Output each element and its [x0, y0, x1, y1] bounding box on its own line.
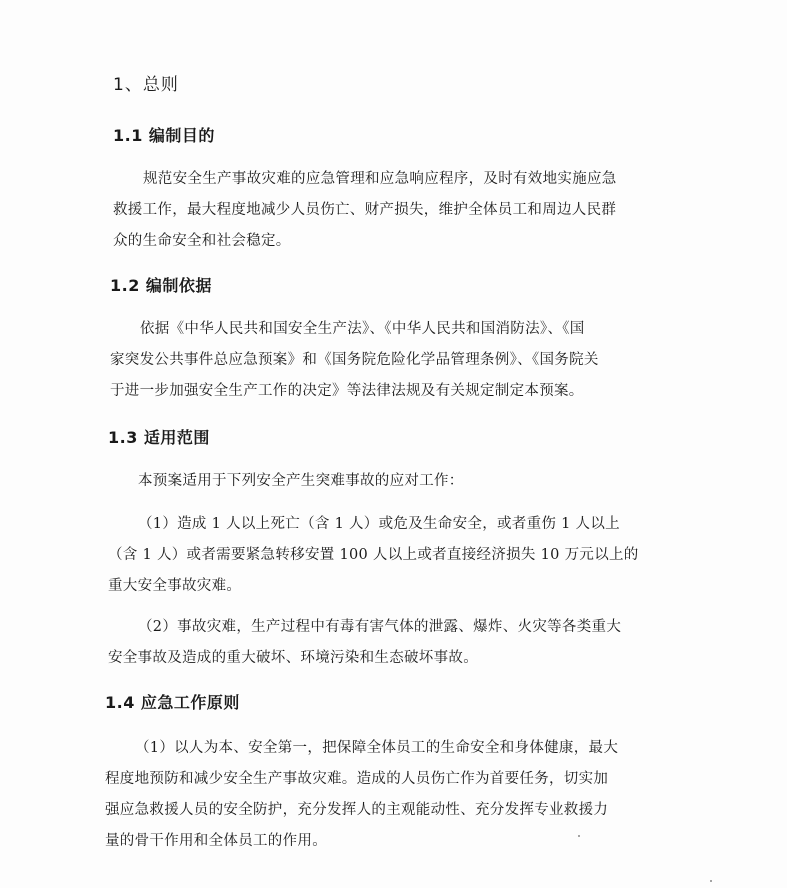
- paragraph-line: （1）造成 1 人以上死亡（含 1 人）或危及生命安全，或者重伤 1 人以上: [138, 516, 620, 532]
- paragraph-scope-item-2: [108, 612, 638, 674]
- heading-purpose: 1.1 编制目的: [113, 126, 215, 145]
- paragraph-scope-intro: [108, 466, 638, 497]
- paragraph-line: （1）以人为本、安全第一，把保障全体员工的生命安全和身体健康，最大: [135, 740, 619, 756]
- paragraph-line: 规范安全生产事故灾难的应急管理和应急响应程序，及时有效地实施应急: [143, 171, 617, 187]
- paragraph-line: 强应急救援人员的安全防护，充分发挥人的主观能动性、充分发挥专业救援力: [105, 802, 609, 818]
- paragraph-line: 程度地预防和减少安全生产事故灾难。造成的人员伤亡作为首要任务，切实加: [105, 771, 609, 787]
- paragraph-line: 重大安全事故灾难。: [108, 578, 242, 594]
- paragraph-line: 安全事故及造成的重大破坏、环境污染和生态破坏事故。: [108, 650, 478, 666]
- section-title-general: 1、总则: [113, 75, 179, 95]
- scan-speck: [710, 880, 712, 882]
- heading-principles: 1.4 应急工作原则: [105, 693, 240, 712]
- paragraph-line: （2）事故灾难，生产过程中有毒有害气体的泄露、爆炸、火灾等各类重大: [138, 619, 622, 635]
- heading-basis: 1.2 编制依据: [110, 276, 212, 295]
- paragraph-line: 救援工作，最大程度地减少人员伤亡、财产损失，维护全体员工和周边人民群: [113, 202, 617, 218]
- paragraph-line: 众的生命安全和社会稳定。: [113, 233, 291, 249]
- heading-scope: 1.3 适用范围: [108, 428, 210, 447]
- paragraph-line: （含 1 人）或者需要紧急转移安置 100 人以上或者直接经济损失 10 万元以上的: [108, 547, 639, 563]
- paragraph-principles-item-1: [105, 733, 635, 857]
- paragraph-basis: [110, 314, 640, 407]
- paragraph-line: 量的骨干作用和全体员工的作用。: [105, 833, 327, 849]
- paragraph-line: 于进一步加强安全生产工作的决定》等法律法规及有关规定制定本预案。: [110, 383, 584, 399]
- paragraph-line: 依据《中华人民共和国安全生产法》、《中华人民共和国消防法》、《国: [140, 321, 585, 337]
- paragraph-purpose: [113, 164, 643, 257]
- paragraph-line: 本预案适用于下列安全产生突难事故的应对工作：: [138, 473, 464, 489]
- paragraph-scope-item-1: [108, 509, 638, 602]
- paragraph-line: 家突发公共事件总应急预案》和《国务院危险化学品管理条例》、《国务院关: [110, 352, 599, 368]
- scan-speck: [578, 835, 580, 837]
